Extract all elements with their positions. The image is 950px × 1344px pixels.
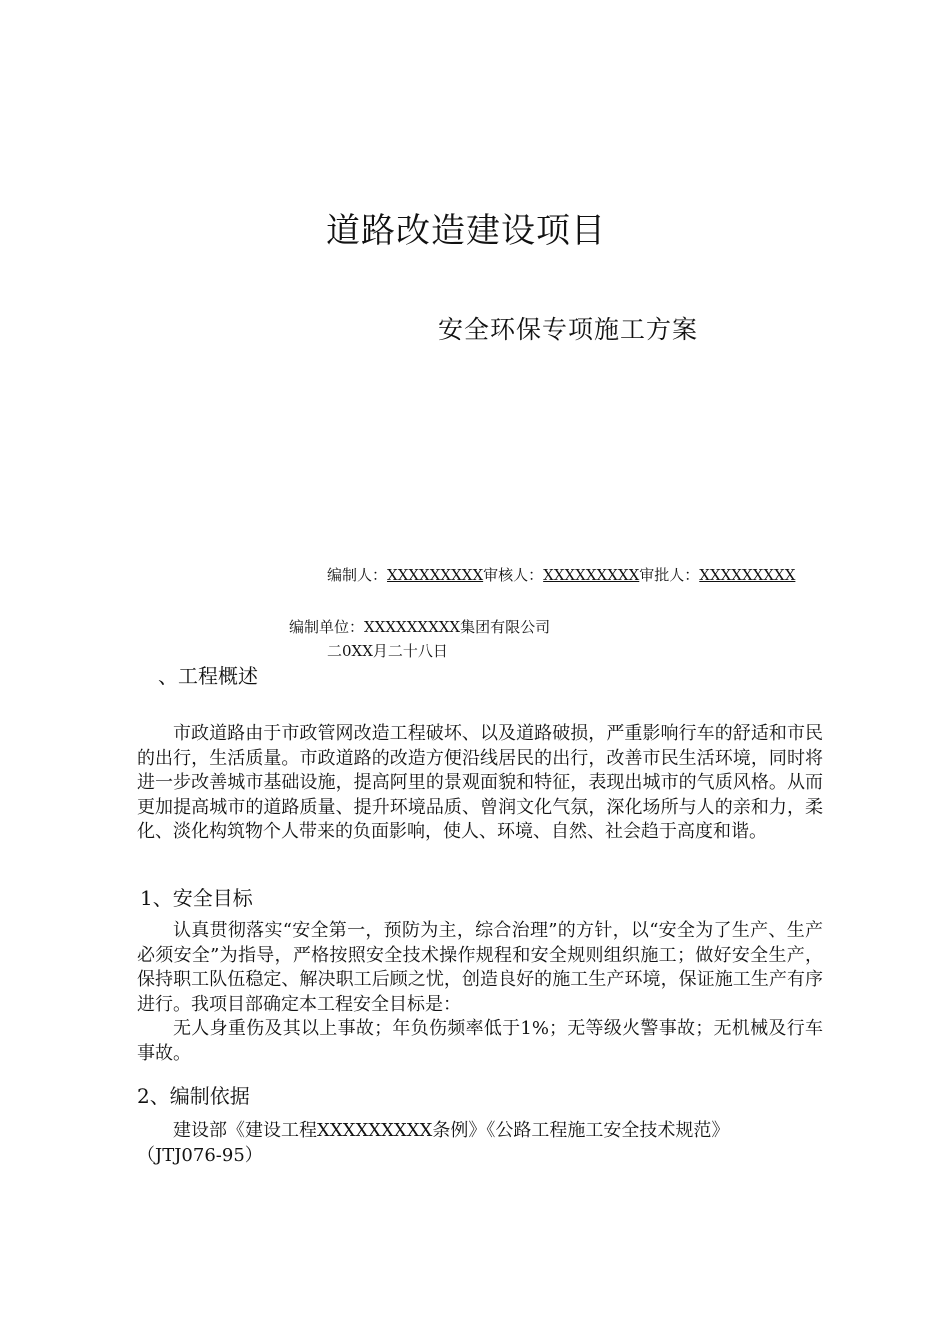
safety-goal-paragraph bbox=[137, 919, 823, 1066]
reviewer-value: XXXXXXXXX bbox=[543, 566, 640, 584]
basis-code: （JTJ076-95） bbox=[137, 1144, 263, 1166]
approver-value: XXXXXXXXX bbox=[699, 566, 796, 584]
overview-paragraph bbox=[137, 722, 823, 845]
overview-text: 市政道路由于市政管网改造工程破坏、以及道路破损，严重影响行车的舒适和市民的出行，生活质量。市政道路的改造方便沿线居民的出行，改善市民生活环境，同时将进一步改善城市基础设施，提高阿里的景观面貌和特征，表现出城市的气质风格。从而更加提高城市的道路质量、提升环境品质、曾润文化气氛，深化场所与人的亲和力，柔化、淡化构筑物个人带来的负面影响，使人、环境、自然、社会趋于高度和谐。 bbox=[137, 723, 823, 842]
safety-targets-text: 无人身重伤及其以上事故；年负伤频率低于1%；无等级火警事故；无机械及行车事故。 bbox=[137, 1018, 823, 1064]
signoff-line bbox=[327, 564, 795, 585]
safety-goal-heading: 1、安全目标 bbox=[140, 886, 253, 910]
basis-text: 建设部《建设工程XXXXXXXXX条例》《公路工程施工安全技术规范》 bbox=[173, 1120, 730, 1141]
compiling-unit: 编制单位：XXXXXXXXX集团有限公司 bbox=[289, 618, 551, 636]
basis-heading: 2、编制依据 bbox=[137, 1084, 250, 1108]
basis-paragraph bbox=[137, 1119, 823, 1168]
overview-heading: 、工程概述 bbox=[158, 664, 258, 688]
compile-date: 二0XX月二十八日 bbox=[327, 642, 448, 660]
reviewer-label: 审核人： bbox=[483, 566, 544, 584]
compiler-label: 编制人： bbox=[327, 566, 388, 584]
safety-goal-text: 认真贯彻落实“安全第一，预防为主，综合治理”的方针，以“安全为了生产、生产必须安全”为指导，严格按照安全技术操作规程和安全规则组织施工；做好安全生产，保持职工队伍稳定、解决职工后顾之忧，创造良好的施工生产环境，保证施工生产有序进行。我项目部确定本工程安全目标是： bbox=[137, 920, 823, 1015]
compiler-value: XXXXXXXXX bbox=[387, 566, 484, 584]
document-subtitle: 安全环保专项施工方案 bbox=[438, 315, 699, 344]
document-title: 道路改造建设项目 bbox=[326, 211, 606, 251]
approver-label: 审批人： bbox=[639, 566, 700, 584]
